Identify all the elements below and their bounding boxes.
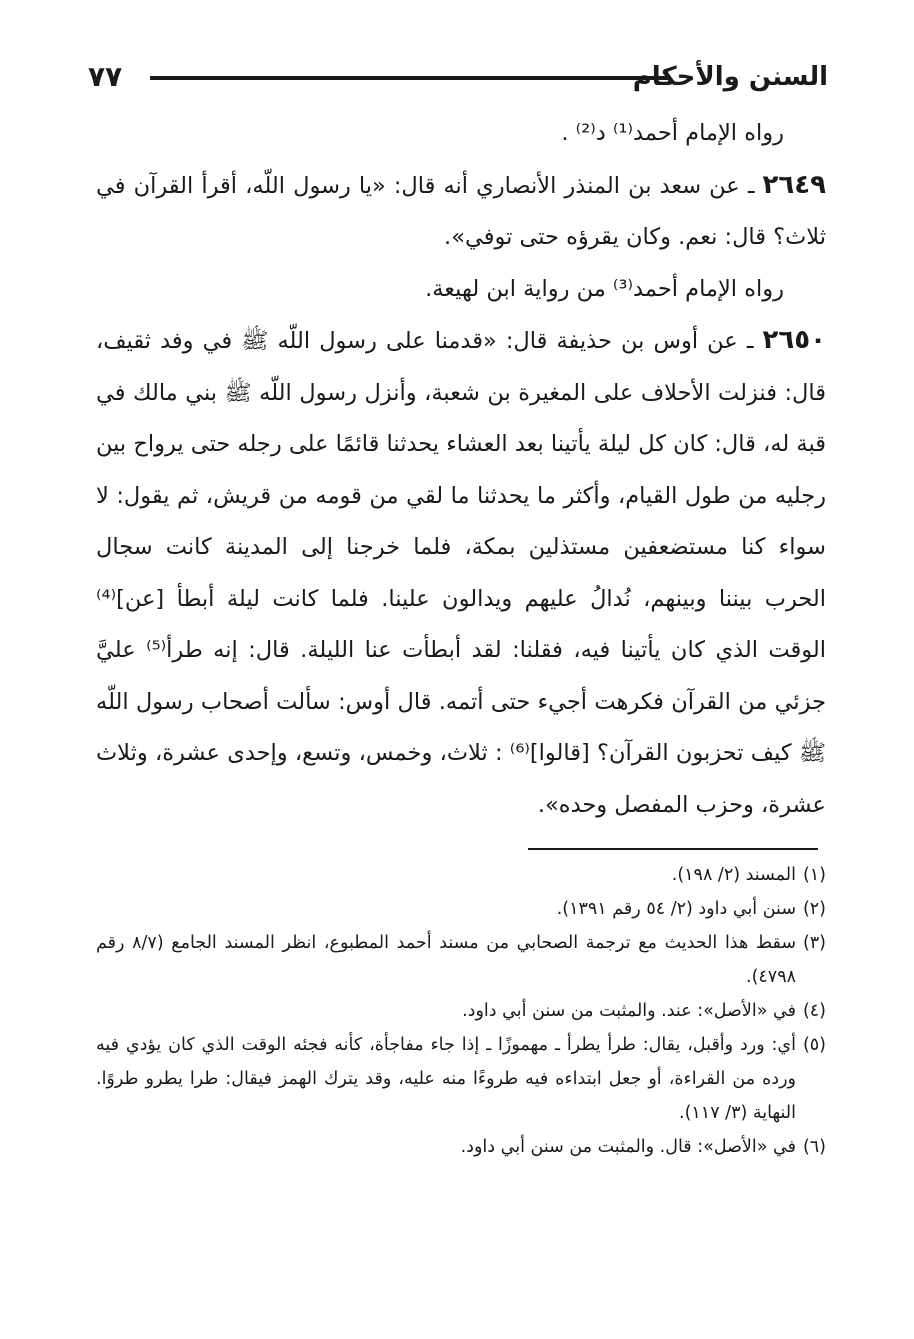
- footnote-number: (٥): [802, 1035, 826, 1055]
- hadith-paragraph: [96, 160, 826, 264]
- footnote-separator: [528, 848, 818, 850]
- attribution-line: [96, 108, 826, 160]
- footnote: [96, 892, 826, 926]
- footnote-number: (٢): [802, 899, 826, 919]
- footnote-number: (٦): [802, 1137, 826, 1157]
- paragraph-text: رواه الإمام أحمد⁽¹⁾ د⁽²⁾ .: [561, 120, 784, 146]
- footnote-text: أي: ورد وأقبل، يقال: طرأ يطرأ ـ مهموزًا ـ إذا جاء مفاجأة، كأنه فجئه الوقت الذي كان يؤدي فيه ورده من القراءة، أو جعل ابتداءه فيه طروءًا منه عليه، وقد يترك الهمز فيقال: طرا يطرو طروًا. النهاية (٣/ ١١٧).: [96, 1035, 796, 1123]
- footnote: [96, 1130, 826, 1164]
- paragraph-text: رواه الإمام أحمد⁽³⁾ من رواية ابن لهيعة.: [425, 275, 784, 302]
- running-title: السنن والأحكام: [632, 62, 828, 92]
- footnote: [96, 1028, 826, 1130]
- footnote: [96, 926, 826, 994]
- footnote-number: (٤): [802, 1001, 826, 1021]
- attribution-line: [96, 264, 826, 316]
- footnote-text: سقط هذا الحديث مع ترجمة الصحابي من مسند أحمد المطبوع، انظر المسند الجامع (٨/٧ رقم ٤٧٩٨).: [96, 933, 796, 987]
- hadith-number: ٢٦٤٩: [762, 169, 826, 200]
- footnotes: [96, 858, 826, 1164]
- paragraph-text: ـ عن أوس بن حذيفة قال: «قدمنا على رسول اللّه ﷺ في وفد ثقيف، قال: فنزلت الأحلاف على المغيرة بن شعبة، وأنزل رسول اللّه ﷺ بني مالك في قبة له، قال: كان كل ليلة يأتينا بعد العشاء يحدثنا قائمًا على رجله حتى يرواح بين رجليه من طول القيام، وأكثر ما يحدثنا ما لقي من قومه من قريش، ثم يقول: لا سواء كنا مستضعفين مستذلين بمكة، فلما خرجنا إلى المدينة كانت سجال الحرب بيننا وبينهم، نُدالُ عليهم ويدالون علينا. فلما كانت ليلة أبطأ [عن]⁽⁴⁾ الوقت الذي كان يأتينا فيه، فقلنا: لقد أبطأت عنا الليلة. قال: إنه طرأ⁽⁵⁾ عليَّ جزئي من القرآن فكرهت أجيء حتى أتمه. قال أوس: سألت أصحاب رسول اللّه ﷺ كيف تحزبون القرآن؟ [قالوا]⁽⁶⁾ : ثلاث، وخمس، وتسع، وإحدى عشرة، وثلاث عشرة، وحزب المفصل وحده».: [96, 328, 827, 818]
- footnote-text: المسند (٢/ ١٩٨).: [671, 865, 796, 885]
- footnote-text: في «الأصل»: قال. والمثبت من سنن أبي داود.: [460, 1137, 796, 1157]
- paragraph-text: ـ عن سعد بن المنذر الأنصاري أنه قال: «يا رسول اللّه، أقرأ القرآن في ثلاث؟ قال: نعم. وكان يقرؤه حتى توفي».: [96, 172, 826, 250]
- running-header: [88, 58, 828, 98]
- footnote-number: (١): [802, 865, 826, 885]
- footnote: [96, 994, 826, 1028]
- footnote: [96, 858, 826, 892]
- hadith-number: ٢٦٥٠: [762, 325, 826, 355]
- footnote-number: (٣): [802, 933, 826, 953]
- header-rule: [150, 76, 668, 80]
- footnote-text: في «الأصل»: عند. والمثبت من سنن أبي داود.: [462, 1001, 796, 1021]
- footnote-text: سنن أبي داود (٢/ ٥٤ رقم ١٣٩١).: [556, 899, 796, 919]
- hadith-paragraph: [96, 315, 826, 831]
- main-text: [96, 108, 826, 831]
- page-number: ٧٧: [88, 60, 123, 93]
